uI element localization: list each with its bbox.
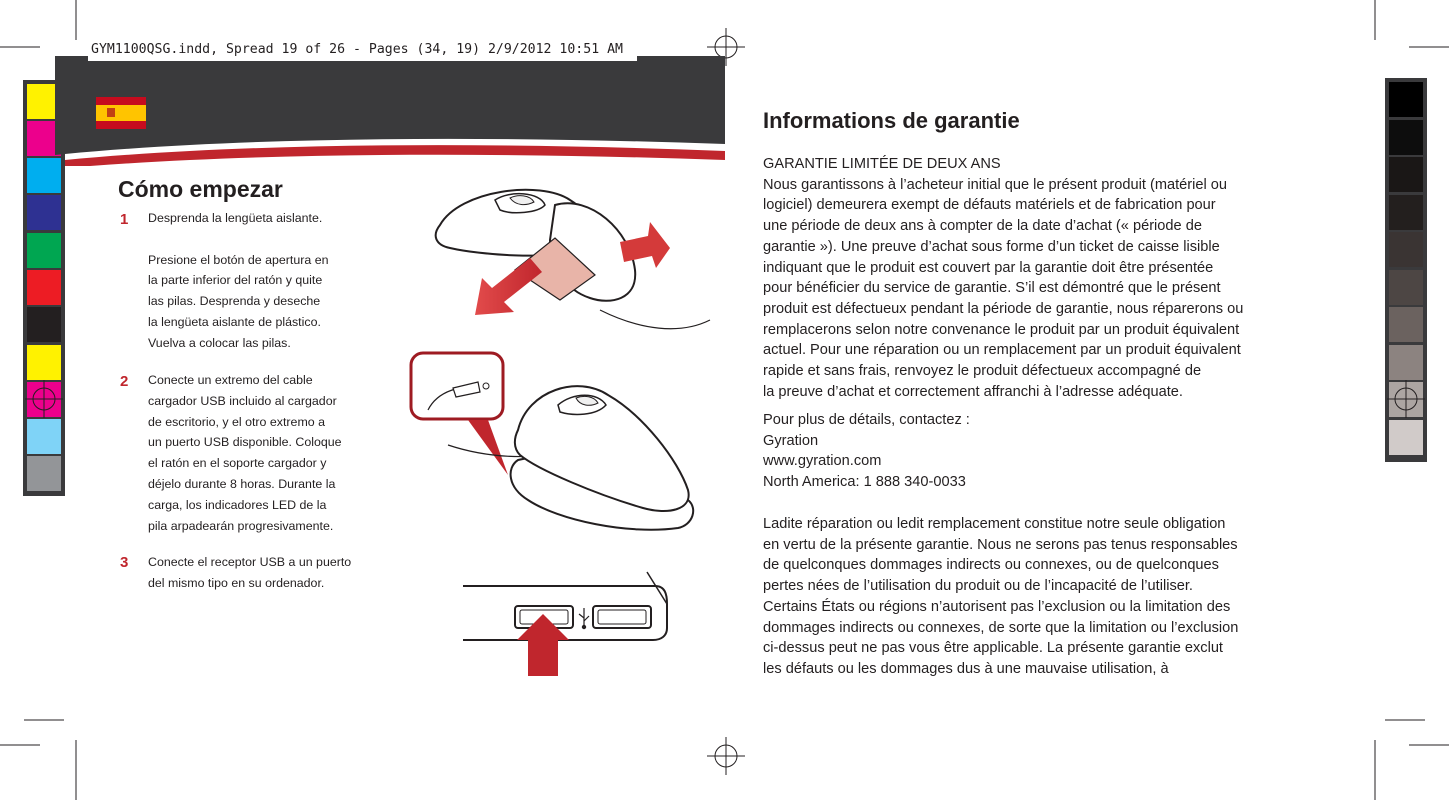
step-text: Conecte un extremo del cable cargador USB incluido al cargador de escritorio, y el otro extremo a un puerto USB disponible. Coloque el ratón en el soporte cargador y déjelo durante 8 horas. Durante la carga, los indicadores LED de la pila arpadearán progresivamente. [148,373,342,533]
step-text: Desprenda la lengüeta aislante. Presione el botón de apertura en la parte inferior del ratón y quite las pilas. Desprenda y deseche la lengüeta aislante de plástico. Vuelva a colocar las pilas. [148,211,329,350]
gray-swatch [1389,232,1423,267]
warranty-paragraph: Ladite réparation ou ledit remplacement constitue notre seule obligation en vertu de la présente garantie. Nous ne serons pas tenus responsables de quelconques dommages indirects ou connexes, ou de quelconques pertes nées de l’utilisation du produit ou de l’incapacité de l’utiliser. Certains États ou régions n’autorisent pas l’exclusion ou la limitation des dommages indirects ou connexes, de sorte que la limitation ou l’exclusion ci-dessus peut ne pas vous être applicable. La présente garantie exclut les défauts ou les dommages dus à une mauvaise utilisation, à [763,516,1239,677]
step-number: 2 [120,373,129,390]
registration-mark-left-icon [25,380,63,418]
mouse-charger-illustration [408,350,708,540]
gray-swatch [1389,120,1423,155]
contact-block: Pour plus de détails, contactez : Gyration www.gyration.com North America: 1 888 340-0033 [763,412,970,491]
gray-swatch [1389,345,1423,380]
color-swatch [27,233,61,268]
page-title-es: Cómo empezar [118,176,283,202]
color-swatch [27,195,61,230]
color-swatch [27,307,61,342]
header-banner [55,56,725,166]
usb-icon [579,608,589,629]
registration-mark-right-icon [1387,380,1425,418]
registration-mark-bottom-icon [707,737,745,775]
spain-flag-icon [96,97,146,129]
mouse-battery-tab-illustration [420,180,720,340]
gray-swatch [1389,195,1423,230]
gray-swatch [1389,270,1423,305]
step-number: 3 [120,554,129,571]
color-swatch [27,345,61,380]
gray-swatch [1389,82,1423,117]
gray-swatch [1389,420,1423,455]
slug-line: GYM1100QSG.indd, Spread 19 of 26 - Pages (34, 19) 2/9/2012 10:51 AM [88,39,637,61]
step-number: 1 [120,211,129,228]
usb-port-illustration [455,568,685,683]
step-text: Conecte el receptor USB a un puerto del mismo tipo en su ordenador. [148,555,352,590]
gray-swatch [1389,157,1423,192]
color-swatch [27,270,61,305]
gray-swatch [1389,307,1423,342]
color-swatch [27,419,61,454]
warranty-paragraph: GARANTIE LIMITÉE DE DEUX ANS Nous garantissons à l’acheteur initial que le présent produit (matériel ou logiciel) demeurera exempt de défauts matériels et de fabrication pour une période de deux ans à compter de la date d’achat (« période de garantie »). Une preuve d’achat sous forme d’un ticket de caisse lisible indiquant que le produit est couvert par la garantie doit être présentée pour bénéficier du service de garantie. S’il est démontré que le présent produit est défectueux pendant la période de garantie, nous réparerons ou remplacerons selon notre convenance le produit par un produit équivalent actuel. Pour une réparation ou un remplacement par un produit équivalent rapide et sans frais, renvoyez le produit défectueux accompagné de la preuve d’achat et correctement affranchi à l’adresse adéquate. [763,156,1244,400]
page-title-fr: Informations de garantie [763,108,1020,133]
color-swatch [27,456,61,491]
